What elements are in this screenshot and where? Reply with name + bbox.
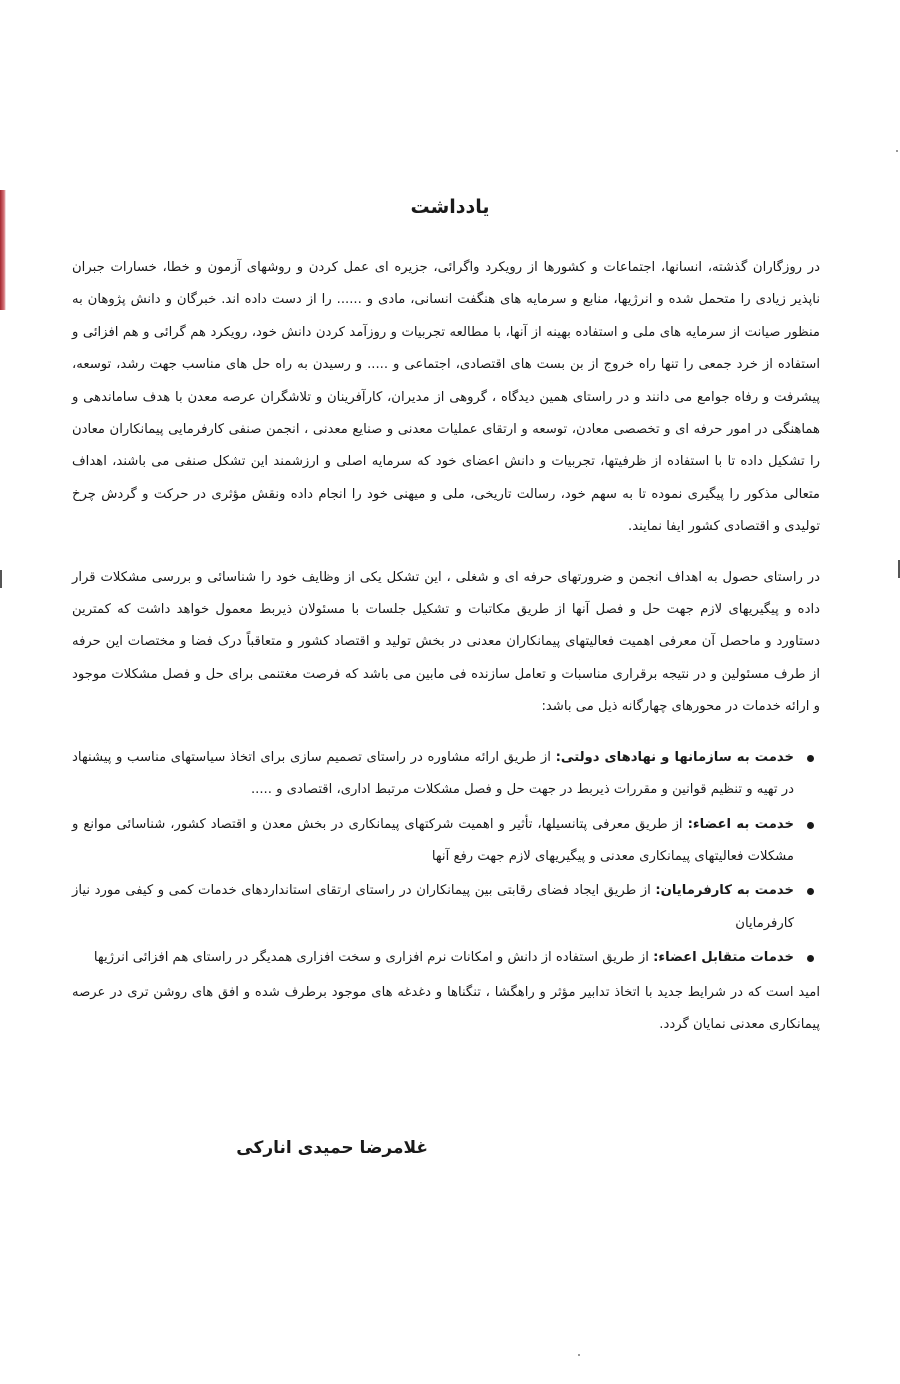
paragraph-intro: در روزگاران گذشته، انسانها، اجتماعات و کشورها از رویکرد واگرائی، جزیره ای عمل کردن و روشهای آزمون و خطا، خسارات جبران ناپذیر زیادی را متحمل شده و انرژیها، منابع و سرمایه های هنگفت انسانی، مادی و ...... را از دست داده اند. خبرگان و دانش پژوهان به منظور صیانت از سرمایه های ملی و استفاده بهینه از آنها، با مطالعه تجربیات و روزآمد کردن دانش خود، رویکرد هم گرائی و هم افزائی و استفاده از خرد جمعی را تنها راه خروج از بن بست های اقتصادی، اجتماعی و ..... و رسیدن به راه حل های مناسب جهت رشد، توسعه، پیشرفت و رفاه جوامع می دانند و در راستای همین دیدگاه ، گروهی از مدیران، کارآفرینان و تلاشگران عرصه معدن با هدف ساماندهی و هماهنگی در امور حرفه ای و تخصصی معادن، توسعه و ارتقای عملیات معدنی و صنایع معدنی ، انجمن صنفی کارفرمایی پیمانکاران معادن را تشکیل داده تا با استفاده از ظرفیتها، تجربیات و دانش اعضای خود که سرمایه اصلی و ارزشمند این تشکل صنفی می باشند، اهداف متعالی مذکور را پیگیری نموده تا به سهم خود، رسالت تاریخی، ملی و میهنی خود را انجام داده ونقش مؤثری در حرکت و گردش چرخ تولیدی و اقتصادی کشور ایفا نمایند. — [72, 260, 820, 535]
paragraph-closing: امید است که در شرایط جدید با اتخاذ تدابیر مؤثر و راهگشا ، تنگناها و دغدغه های موجود برطرف شده و افق های روشن تری در عرصه پیمانکاری معدنی نمایان گردد. — [72, 984, 820, 1032]
list-item-title: خدمات متقابل اعضاء: — [653, 950, 794, 966]
bullet-icon — [807, 755, 814, 762]
list-item-text: از طریق استفاده از دانش و امکانات نرم افزاری و سخت افزاری همدیگر در راستای هم افزائی انرژیها — [93, 950, 654, 966]
list-item-title: خدمت به کارفرمایان: — [655, 883, 794, 899]
list-item-text: از طریق معرفی پتانسیلها، تأثیر و اهمیت شرکتهای پیمانکاری در بخش معدن و اقتصاد کشور، شناسائی موانع و مشکلات فعالیتهای پیمانکاری معدنی و پیگیریهای لازم جهت رفع آنها — [72, 816, 794, 864]
service-list — [72, 742, 820, 975]
bullet-icon — [807, 822, 814, 829]
list-item-member-services — [72, 809, 820, 874]
list-item-mutual-services — [72, 942, 820, 974]
scan-edge-mark — [0, 570, 2, 588]
list-item-government-services — [72, 742, 820, 807]
page-title: یادداشت — [410, 196, 490, 218]
scan-speck — [578, 1354, 580, 1356]
list-item-title: خدمت به اعضاء: — [687, 816, 794, 832]
scan-speck — [896, 150, 898, 152]
list-item-text: از طریق ایجاد فضای رقابتی بین پیمانکاران در راستای ارتقای استانداردهای خدمات کمی و کیفی مورد نیاز کارفرمایان — [72, 883, 794, 931]
author-signature: غلامرضا حمیدی انارکی — [236, 1138, 428, 1158]
document-body — [72, 252, 820, 1041]
paragraph-goals: در راستای حصول به اهداف انجمن و ضرورتهای حرفه ای و شغلی ، این تشکل یکی از وظایف خود را شناسائی و بررسی مشکلات قرار داده و پیگیریهای لازم جهت حل و فصل آنها از طریق مکاتبات و تشکیل جلسات با مسئولان ذیربط معمول خواهد داشت که کمترین دستاورد و ماحصل آن معرفی اهمیت فعالیتهای پیمانکاران معدنی در بخش تولید و اقتصاد کشور و متعاقباً درک فضا و مختصات این حرفه از طرف مسئولین و در نتیجه برقراری مناسبات و تعامل سازنده فی مابین می باشد که فرصت مغتنمی برای حل و فصل مشکلات موجود و ارائه خدمات در محورهای چهارگانه ذیل می باشد: — [72, 569, 820, 715]
bullet-icon — [807, 955, 814, 962]
bullet-icon — [807, 888, 814, 895]
list-item-employer-services — [72, 875, 820, 940]
list-item-title: خدمت به سازمانها و نهادهای دولتی: — [555, 749, 795, 765]
list-item-text: از طریق ارائه مشاوره در راستای تصمیم سازی برای اتخاذ سیاستهای مناسب و پیشنهاد در تهیه و تنظیم قوانین و مقررات ذیربط در جهت حل و فصل مشکلات مرتبط اداری، اقتصادی و ..... — [72, 749, 794, 798]
